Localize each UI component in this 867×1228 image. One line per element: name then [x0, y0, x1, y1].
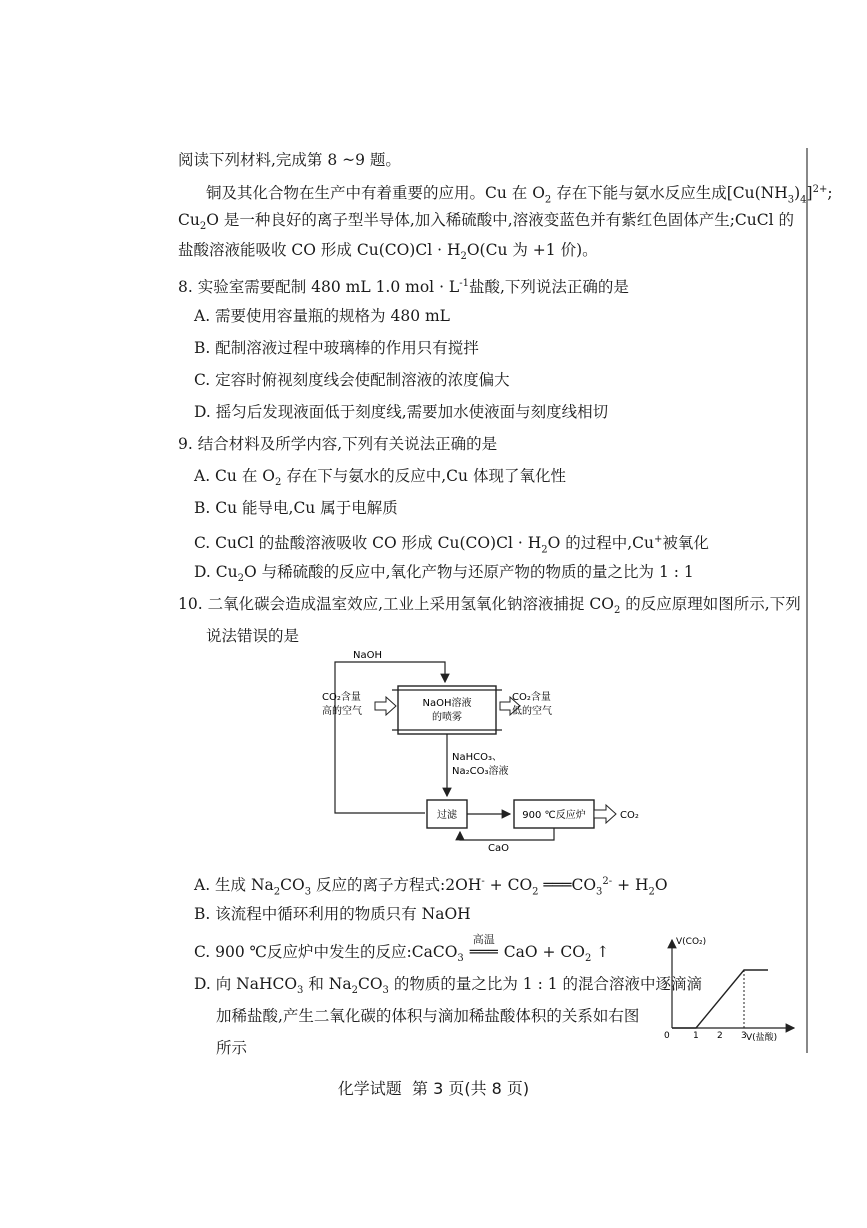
reaction-condition: 高温	[472, 933, 495, 946]
naoh-recycle-line	[335, 662, 445, 813]
question-10-option-a[interactable]: A. 生成 $Na_2CO_3$ 反应的离子方程式:2OH- + $CO_2$ $═══CO_3^{2-} + H_2O$	[194, 876, 668, 898]
question-9-option-c[interactable]: C. CuCl 的盐酸溶液吸收 CO 形成 $Cu(CO)Cl \cdot H_2O$ 的过程中,Cu+被氧化	[194, 534, 709, 556]
y-axis-label: V(CO₂)	[676, 937, 707, 947]
material-line-1: 铜及其化合物在生产中有着重要的应用。Cu 在 $O_2$ 存在下能与氨水反应生成$[Cu(NH_3)_4]^{2+}$;	[206, 184, 833, 206]
question-10-option-d-line-2: 加稀盐酸,产生二氧化碳的体积与滴加稀盐酸体积的关系如右图	[216, 1007, 640, 1025]
solution-label-1: NaHCO₃、	[452, 752, 502, 763]
air-in-arrow	[375, 697, 396, 715]
co2-out-arrow	[594, 805, 616, 823]
x-tick-label: 3	[741, 1031, 747, 1041]
question-8-stem: 8. 实验室需要配制 480 mL 1.0 mol · $L^{-1}$盐酸,下列说法正确的是	[178, 278, 629, 297]
footer-page: 第 3 页(共 8 页)	[411, 1079, 530, 1098]
material-line-3: 盐酸溶液能吸收 CO 形成 $Cu(CO)Cl \cdot H_2O(Cu$ 为 +1 价)。	[178, 241, 598, 263]
reading-instruction: 阅读下列材料,完成第 8 ~9 题。	[178, 151, 401, 169]
question-10-option-d-line-3: 所示	[216, 1039, 248, 1057]
origin-label: 0	[664, 1031, 670, 1041]
question-9-stem: 9. 结合材料及所学内容,下列有关说法正确的是	[178, 435, 498, 453]
question-8-option-a[interactable]: A. 需要使用容量瓶的规格为 480 mL	[194, 307, 450, 325]
filter-label: 过滤	[437, 810, 457, 821]
x-axis-label: V(盐酸)	[746, 1033, 778, 1042]
page-footer	[0, 1076, 867, 1099]
co2-volume-chart	[660, 932, 800, 1042]
co2-out-label: CO₂	[620, 810, 639, 821]
x-tick-label: 2	[717, 1031, 723, 1041]
question-8-option-d[interactable]: D. 摇匀后发现液面低于刻度线,需要加水使液面与刻度线相切	[194, 403, 609, 421]
co2-series-line	[672, 970, 768, 1028]
question-10-stem-cont: 说法错误的是	[206, 627, 300, 645]
capture-flow-diagram	[320, 648, 660, 860]
air-out-label-2: 低的空气	[512, 706, 552, 717]
question-9-option-a[interactable]: A. Cu 在 $O_2$ 存在下与氨水的反应中,Cu 体现了氧化性	[194, 467, 566, 489]
x-tick-label: 1	[693, 1031, 699, 1041]
spray-label-2: 的喷雾	[432, 712, 462, 723]
question-9-option-d[interactable]: D. $Cu_2O$ 与稀硫酸的反应中,氧化产物与还原产物的物质的量之比为 1 : 1	[194, 563, 694, 585]
question-10-option-c[interactable]: C. 900 ℃反应炉中发生的反应:CaCO$_3$ 高温 ═══ CaO + $CO_2$ ↑	[194, 942, 609, 969]
question-8-option-b[interactable]: B. 配制溶液过程中玻璃棒的作用只有搅拌	[194, 339, 479, 357]
cao-return-line	[460, 828, 554, 840]
question-10-option-b[interactable]: B. 该流程中循环利用的物质只有 NaOH	[194, 905, 471, 923]
furnace-label: 900 ℃反应炉	[522, 810, 586, 821]
question-10-option-d[interactable]: D. 向 NaHCO$_3$ 和 $Na_2CO_3$ 的物质的量之比为 1 : 1 的混合溶液中逐滴滴	[194, 975, 703, 997]
footer-subject: 化学试题	[337, 1079, 402, 1098]
spray-label-1: NaOH溶液	[422, 698, 472, 709]
margin-line	[806, 148, 808, 1053]
air-in-label-2: 高的空气	[322, 706, 362, 717]
air-in-label-1: CO₂含量	[322, 692, 361, 703]
question-9-option-b[interactable]: B. Cu 能导电,Cu 属于电解质	[194, 499, 398, 517]
question-8-option-c[interactable]: C. 定容时俯视刻度线会使配制溶液的浓度偏大	[194, 371, 510, 389]
naoh-label: NaOH	[353, 650, 382, 661]
spray-tower	[398, 686, 496, 734]
material-line-2: $Cu_2O$ 是一种良好的离子型半导体,加入稀硫酸中,溶液变蓝色并有紫红色固体产生;CuCl 的	[178, 211, 795, 233]
air-out-label-1: CO₂含量	[512, 692, 551, 703]
cao-label: CaO	[488, 843, 509, 854]
question-10-stem: 10. 二氧化碳会造成温室效应,工业上采用氢氧化钠溶液捕捉 $CO_2$ 的反应原理如图所示,下列	[178, 595, 801, 617]
solution-label-2: Na₂CO₃溶液	[452, 766, 509, 777]
